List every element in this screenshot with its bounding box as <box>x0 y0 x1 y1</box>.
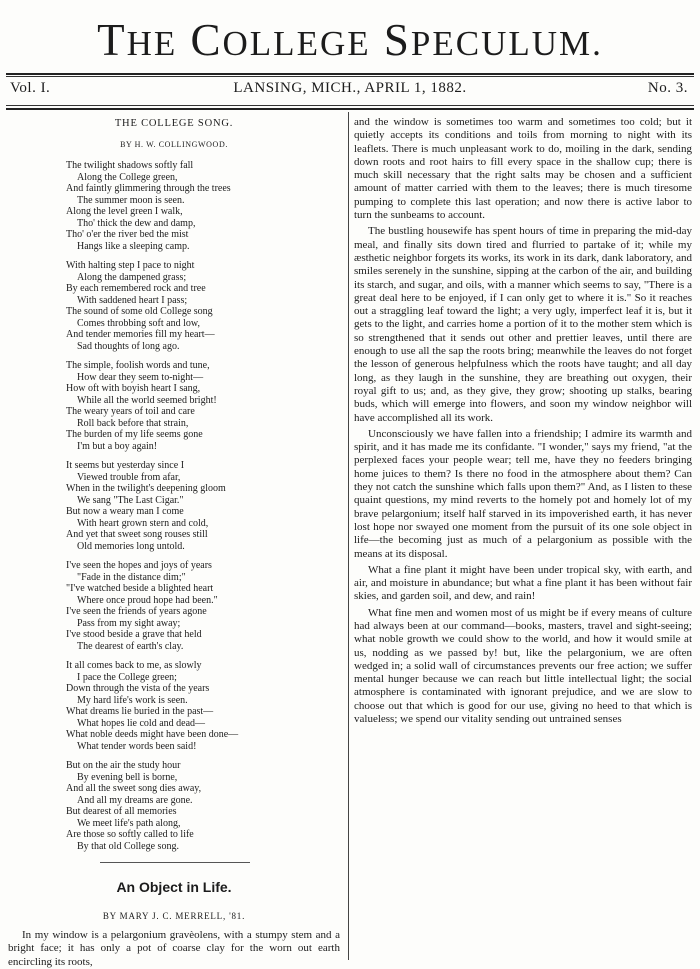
poem-stanza <box>66 360 340 452</box>
poem-line: We sang "The Last Cigar." <box>77 494 184 506</box>
poem-line: Old memories long untold. <box>77 540 185 552</box>
poem-line: I've seen the friends of years agone <box>66 606 207 617</box>
dateline <box>6 80 694 102</box>
poem-line: The sound of some old College song <box>66 306 213 317</box>
poem-line: "Fade in the distance dim;" <box>77 571 186 583</box>
poem-line: But dearest of all memories <box>66 806 177 817</box>
poem-line: The simple, foolish words and tune, <box>66 360 210 371</box>
poem-line: But on the air the study hour <box>66 760 181 771</box>
poem-line: And all the sweet song dies away, <box>66 783 202 794</box>
poem-line: The burden of my life seems gone <box>66 429 203 440</box>
poem-line: Tho' o'er the river bed the mist <box>66 229 189 240</box>
poem-stanza <box>66 160 340 252</box>
article-paragraph: The bustling housewife has spent hours of time in preparing the mid-day meal, and finally sits down tired and flurried to partake of it; while my æsthetic neighbor forgets its works, its work in its dark, dank laboratory, and smiles serenely in the sunshine, sipping at the carbon of the air, and building its starch, and sugar, and oils, with a manner which seems to say, "There is a great deal here to be enjoyed, if I can only get to where it is." So it reaches out a straggling leaf toward the light; a very ugly, imperfect leaf it is, but it gets to the light, and carries home a portion of it to the mother stem which is so strengthened that it sends out other and prettier leaves, until there are enough to use all the sap the roots bring; meanwhile the leaves do not forget the lesson of generous helpfulness which the roots have taught; and all day long, as they laugh in the sunshine, they are breathing out oxygen, their royal gift to us; and, as they give, they grow; shooting up stalks, bearing buds, which will emerge into flowers, and soon my window neighbor will have accomplished all its work. <box>354 225 692 424</box>
poem-line: By that old College song. <box>77 840 179 852</box>
poem-line: By each remembered rock and tree <box>66 283 206 294</box>
volume-label: Vol. I. <box>10 80 51 96</box>
poem-line: And yet that sweet song rouses still <box>66 529 208 540</box>
masthead-rule-top-thin <box>6 76 694 77</box>
poem-line: The dearest of earth's clay. <box>77 640 184 652</box>
dateline-rule <box>6 108 694 110</box>
poem-line: It all comes back to me, as slowly <box>66 660 202 671</box>
poem-line: My hard life's work is seen. <box>77 694 188 706</box>
poem-line: It seems but yesterday since I <box>66 460 185 471</box>
article-title: An Object in Life. <box>116 879 232 895</box>
poem-line: With halting step I pace to night <box>66 260 195 271</box>
poem-line: But now a weary man I come <box>66 506 184 517</box>
poem-line: The twilight shadows softly fall <box>66 160 194 171</box>
poem-line: What tender words been said! <box>77 740 197 752</box>
poem-line: Where once proud hope had been." <box>77 594 218 606</box>
poem-line: With heart grown stern and cold, <box>77 517 209 529</box>
place-date: LANSING, MICH., APRIL 1, 1882. <box>233 80 467 96</box>
poem-line: Viewed trouble from afar, <box>77 471 181 483</box>
poem-line: Along the level green I walk, <box>66 206 183 217</box>
poem-stanza <box>66 460 340 552</box>
poem-line: The summer moon is seen. <box>77 194 185 206</box>
poem-stanza <box>66 660 340 752</box>
poem-stanza <box>66 260 340 352</box>
poem-line: We meet life's path along, <box>77 817 181 829</box>
poem-line: What noble deeds might have been done— <box>66 729 239 740</box>
poem-line: Along the College green, <box>77 171 178 183</box>
poem-line: When in the twilight's deepening gloom <box>66 483 226 494</box>
poem-line: I've seen the hopes and joys of years <box>66 560 212 571</box>
article-paragraph: What a fine plant it might have been under tropical sky, with earth, and air, and moisture in abundance; but what a fine plant it has been without fair skies, and garden soil, and dew, and rain! <box>354 563 692 603</box>
poem-line: Sad thoughts of long ago. <box>77 340 180 352</box>
poem-body <box>66 160 340 852</box>
poem-title: THE COLLEGE SONG. <box>114 118 234 129</box>
poem-line: How dear they seem to-night— <box>77 371 204 383</box>
right-column <box>354 116 692 729</box>
section-rule <box>100 862 250 863</box>
poem-line: With saddened heart I pass; <box>77 294 188 306</box>
poem-line: Hangs like a sleeping camp. <box>77 240 190 252</box>
article-paragraph: Unconsciously we have fallen into a friendship; I admire its warmth and spirit, and it has made me its confidante. "I wonder," says my friend, "at the perplexed faces your people wear; tell me, have they no feeders bringing home juices to them? Is there no food in the atmosphere about them? Can they not catch the sunshine which falls upon them?" And, as I listen to these quaint questions, my mind reverts to the homely pot and homely lot of my brave pelargonium; itself half starved in its impoverished earth, it has never lost hope nor swayed one moment from the pursuit of its one sole object in life—the becoming just as much of a pelargonium as possible with the means at its disposal. <box>354 427 692 560</box>
dateline-rule-thin <box>6 105 694 106</box>
poem-line: I'm but a boy again! <box>77 440 158 452</box>
left-column <box>8 114 340 969</box>
poem-author: BY H. W. COLLINGWOOD. <box>120 140 228 149</box>
issue-number: No. 3. <box>647 80 688 96</box>
poem-line: Along the dampened grass; <box>77 271 187 283</box>
poem-line: Roll back before that strain, <box>77 417 189 429</box>
poem-line: Down through the vista of the years <box>66 683 210 694</box>
poem-line: Pass from my sight away; <box>77 617 181 629</box>
article-author: BY MARY J. C. MERRELL, '81. <box>102 911 246 921</box>
poem-line: And faintly glimmering through the trees <box>66 183 231 194</box>
column-divider <box>348 112 349 960</box>
poem-stanza <box>66 760 340 852</box>
poem-line: What dreams lie buried in the past— <box>66 706 214 717</box>
poem-line: The weary years of toil and care <box>66 406 195 417</box>
poem-line: And all my dreams are gone. <box>77 794 193 806</box>
poem-line: And tender memories fill my heart— <box>66 329 215 340</box>
masthead-rule-top <box>6 73 694 75</box>
poem-line: How oft with boyish heart I sang, <box>66 383 201 394</box>
poem-stanza <box>66 560 340 652</box>
poem-line: By evening bell is borne, <box>77 771 178 783</box>
poem-line: I've stood beside a grave that held <box>66 629 202 640</box>
masthead-title: THE COLLEGE SPECULUM. <box>97 15 603 65</box>
article-paragraph: What fine men and women most of us might be if every means of culture had always been at our command—books, masters, travel and sight-seeing; what noble growth we could show to the world, and how it would smile at us, nodding as we passed by! but, like the pelargonium, we are often wedged in; a solid wall of circumstances prevents our free action; we suffer mental hunger because we can reach but little intellectual light; the social atmosphere is contaminated with ignorant prejudice, and we are slow to choose out that which is good for our use, giving no heed to that which is valueless; we spend our vitality sending out untrained senses <box>354 606 692 726</box>
poem-line: What hopes lie cold and dead— <box>77 717 206 729</box>
article-paragraph: and the window is sometimes too warm and sometimes too cold; but it quietly accepts its conditions and toils from morning to night with its leaflets. There is much unpleasant work to do, moiling in the dark, sending down roots and root hairs to fill every space in the shallow cup; there is much skill necessary that the right salts may be chosen and a sufficient amount of matter carried with them to the leaves; there is much tiresome pumping to complete this last operation; and now there is active labor to turn the sunbeams to account. <box>354 116 692 222</box>
poem-line: Are those so softly called to life <box>66 829 194 840</box>
poem-line: While all the world seemed bright! <box>77 394 217 406</box>
poem-line: I pace the College green; <box>77 671 177 683</box>
article-paragraph: In my window is a pelargonium gravèolens, with a stumpy stem and a bright face; it has only a pot of coarse clay for the worn out earth encircling its roots, <box>8 929 340 968</box>
poem-line: Comes throbbing soft and low, <box>77 317 200 329</box>
poem-line: Tho' thick the dew and damp, <box>77 217 196 229</box>
poem-line: "I've watched beside a blighted heart <box>66 583 214 594</box>
